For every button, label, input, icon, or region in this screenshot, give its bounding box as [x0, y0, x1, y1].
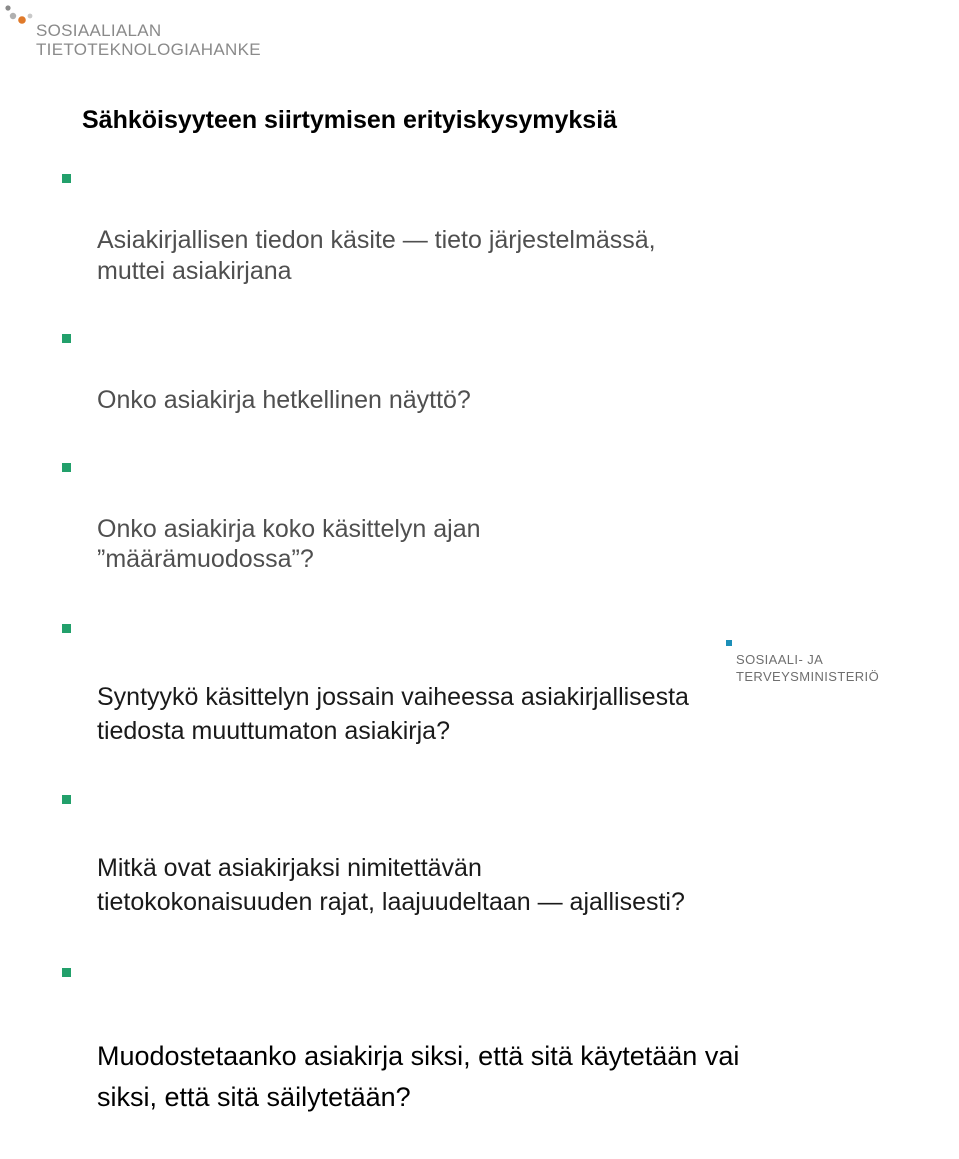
- bullet-text: Mitkä ovat asiakirjaksi nimitettävän tietokokonaisuuden rajat, laajuudeltaan — ajallisesti?: [97, 854, 685, 916]
- bullet-item: [62, 954, 942, 1159]
- footer-logo-line-1: SOSIAALI- JA: [736, 652, 824, 667]
- bullet-text: Syntyykö käsittelyn jossain vaiheessa asiakirjallisesta tiedosta muuttumaton asiakirja?: [97, 683, 689, 745]
- bullet-text: Asiakirjallisen tiedon käsite — tieto järjestelmässä, muttei asiakirjana: [97, 226, 656, 285]
- footer-logo-line-2: TERVEYSMINISTERIÖ: [736, 669, 880, 684]
- logo-dot-4: [28, 14, 33, 19]
- logo-line-1: SOSIAALIALAN: [36, 21, 162, 40]
- slide-title: Sähköisyyteen siirtymisen erityiskysymyksiä: [82, 106, 618, 134]
- bullet-text: Onko asiakirja koko käsittelyn ajan ”määrämuodossa”?: [97, 514, 481, 573]
- logo-dot-2: [10, 13, 16, 19]
- ministry-mark-icon: [726, 640, 732, 646]
- logo-dot-3: [18, 16, 26, 24]
- bullet-item: [62, 324, 942, 446]
- bullet-item: [62, 453, 942, 606]
- bullet-square-icon: [62, 174, 71, 183]
- bullet-square-icon: [62, 334, 71, 343]
- logo-dot-1: [5, 5, 10, 10]
- bullet-square-icon: [62, 795, 71, 804]
- logo-line-2: TIETOTEKNOLOGIAHANKE: [36, 40, 261, 59]
- dots-arc-icon: [4, 2, 36, 42]
- bullet-text: Muodostetaanko asiakirja siksi, että sitä käytetään vai siksi, että sitä säilytetään?: [97, 1041, 740, 1112]
- bullet-item: [62, 612, 942, 782]
- sosiaali-ja-terveysministerio-logo: [726, 640, 946, 690]
- sosiaalialan-tietoteknologiahanke-logo: [4, 2, 264, 66]
- bullet-square-icon: [62, 624, 71, 633]
- bullet-square-icon: [62, 463, 71, 472]
- bullet-item: [62, 164, 942, 317]
- bullet-square-icon: [62, 968, 71, 977]
- bullet-item: [62, 783, 942, 953]
- bullet-text: Onko asiakirja hetkellinen näyttö?: [97, 385, 471, 414]
